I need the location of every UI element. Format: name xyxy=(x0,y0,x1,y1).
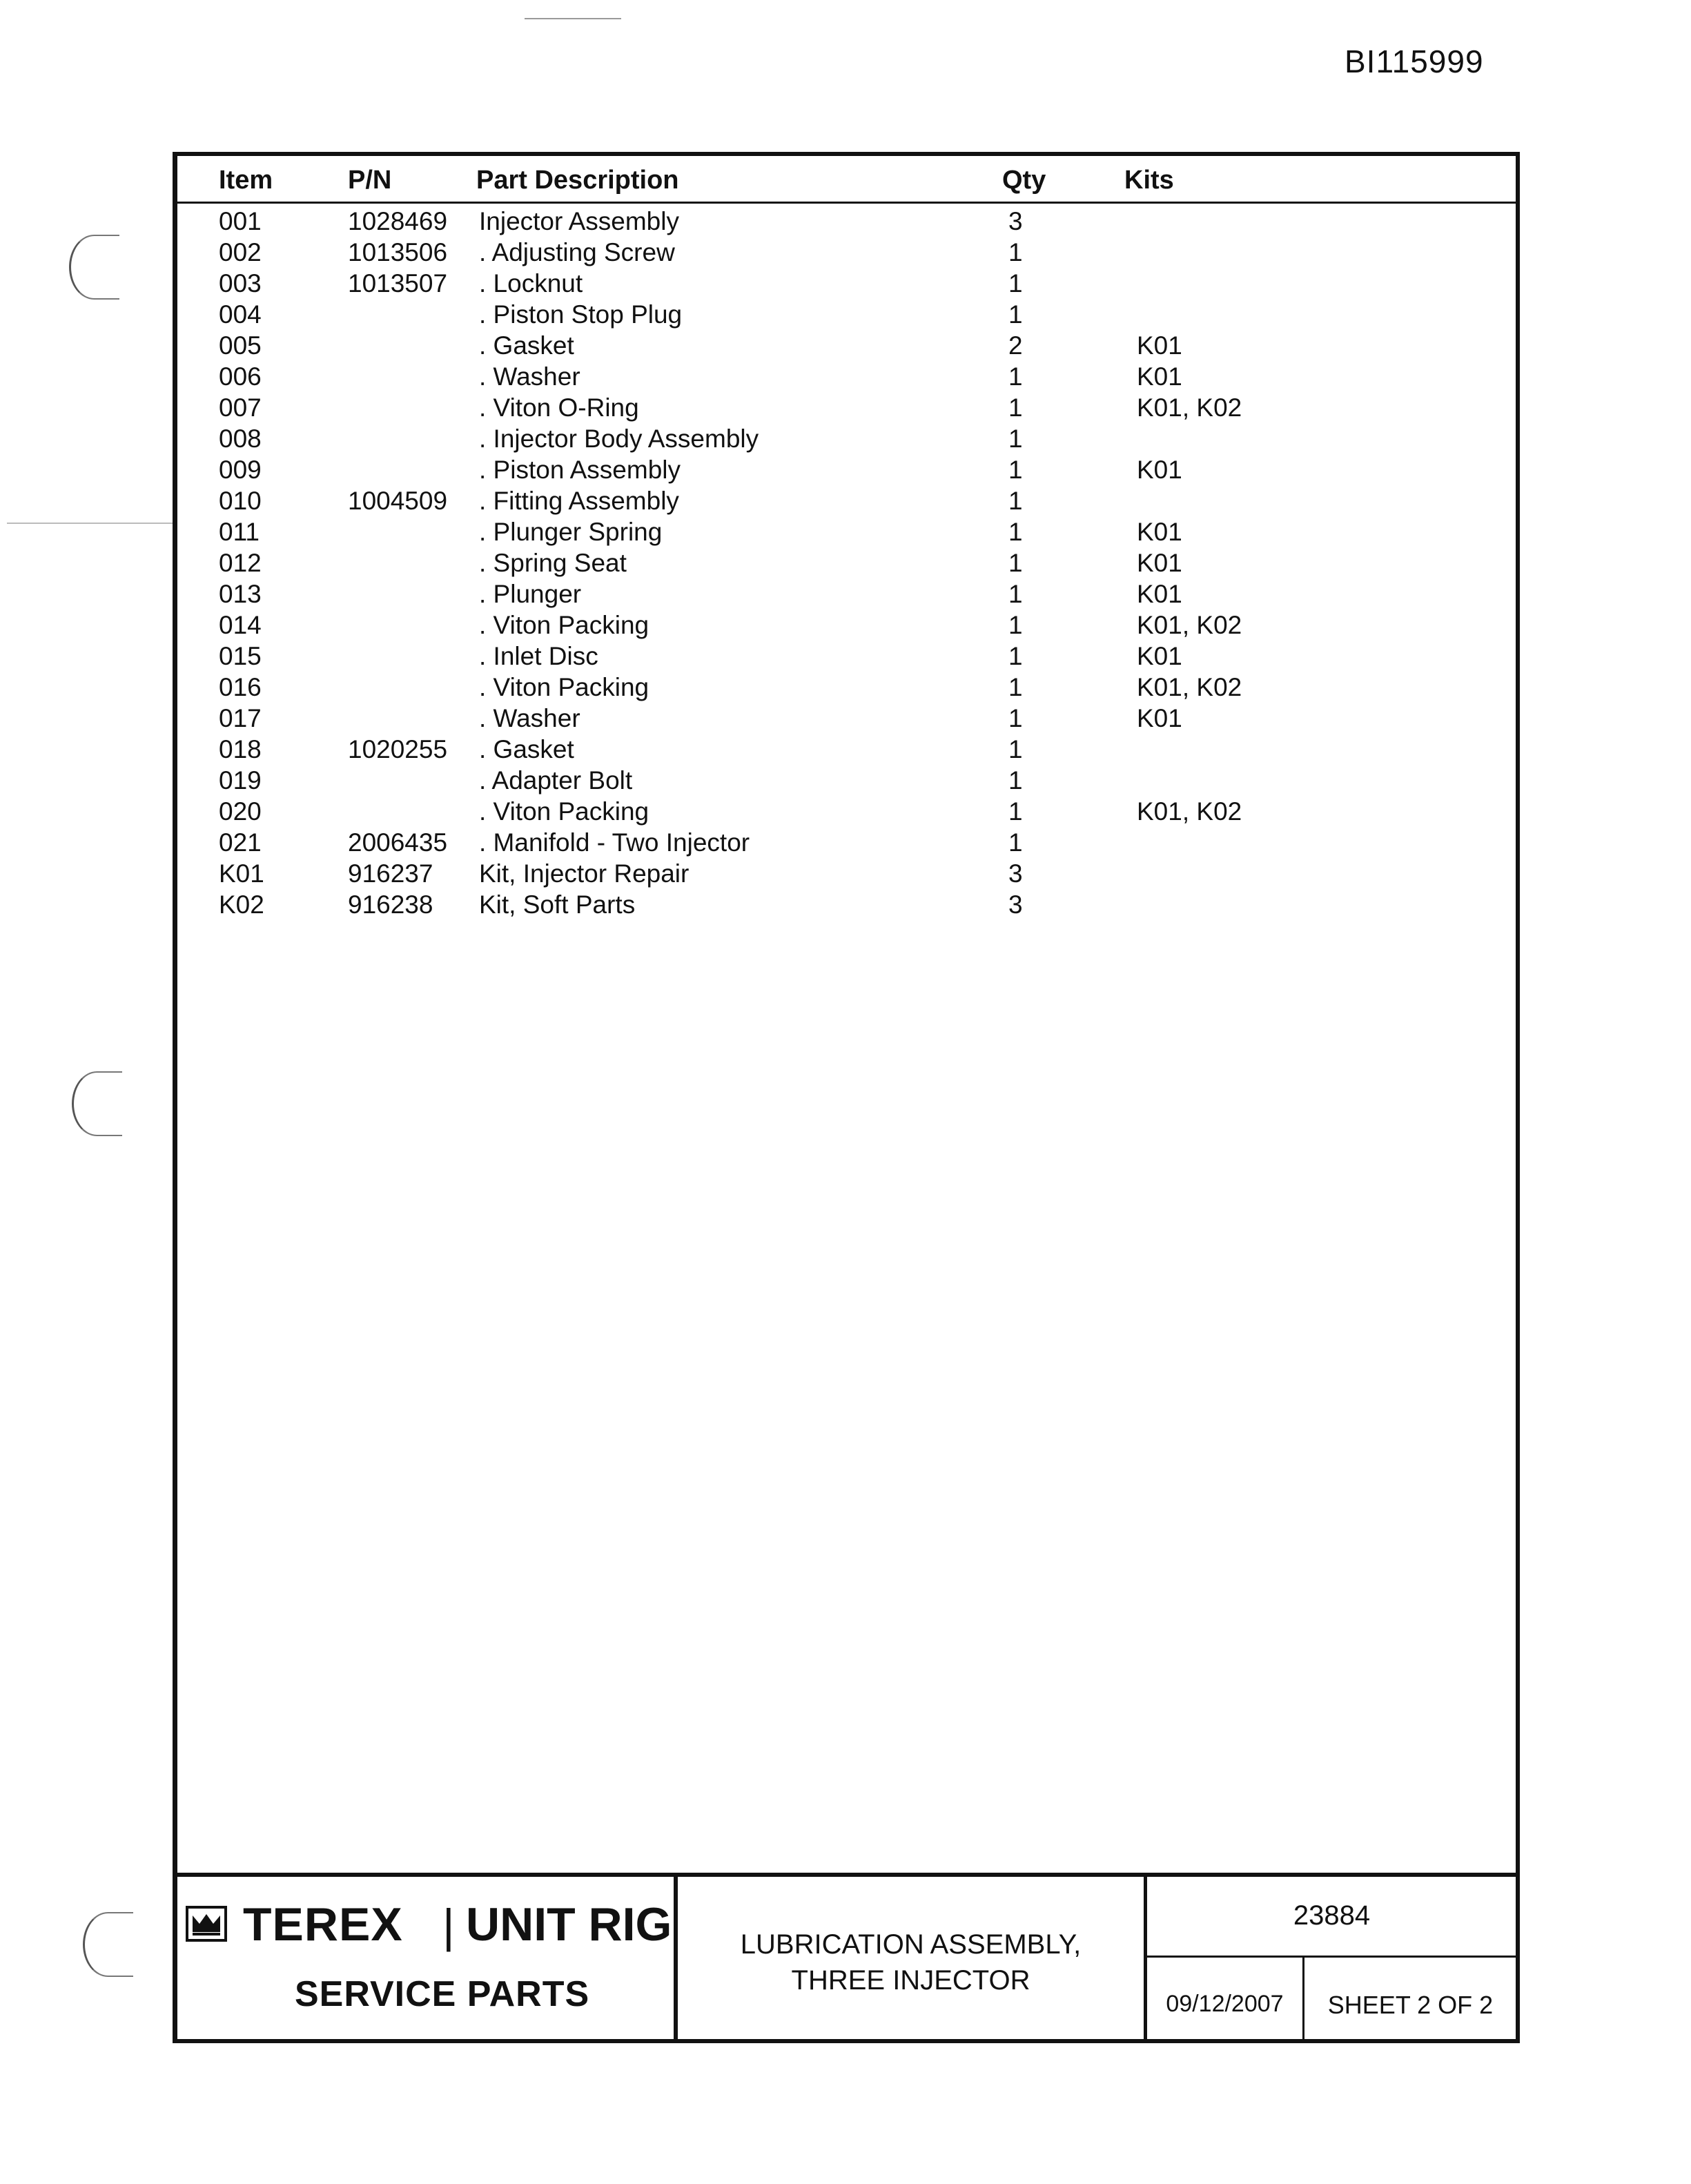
kits-cell: K01 xyxy=(1137,518,1182,546)
item-cell: 017 xyxy=(219,704,262,732)
table-row xyxy=(177,610,1516,641)
kits-cell: K01, K02 xyxy=(1137,611,1242,639)
qty-cell: 1 xyxy=(1008,735,1023,763)
item-cell: 009 xyxy=(219,456,262,484)
document-id: BI115999 xyxy=(1345,43,1484,79)
table-row xyxy=(177,703,1516,734)
table-row xyxy=(177,237,1516,268)
qty-cell: 3 xyxy=(1008,207,1023,235)
brand-cell xyxy=(177,1877,678,2043)
table-row xyxy=(177,423,1516,454)
punch-hole-top xyxy=(69,235,119,300)
description-cell: . Plunger xyxy=(479,580,582,608)
description-cell: Kit, Injector Repair xyxy=(479,859,690,888)
table-row xyxy=(177,516,1516,547)
description-cell: . Viton Packing xyxy=(479,611,649,639)
description-cell: . Adapter Bolt xyxy=(479,766,633,794)
description-cell: . Gasket xyxy=(479,735,574,763)
sheet-number: SHEET 2 OF 2 xyxy=(1327,1991,1494,2019)
header-qty: Qty xyxy=(1002,166,1046,195)
table-header xyxy=(177,156,1516,204)
table-row xyxy=(177,485,1516,516)
description-cell: . Piston Stop Plug xyxy=(479,300,683,329)
description-cell: . Manifold - Two Injector xyxy=(479,828,750,857)
table-row xyxy=(177,392,1516,423)
title-block xyxy=(177,1873,1516,2043)
description-cell: . Washer xyxy=(479,704,580,732)
description-cell: . Inlet Disc xyxy=(479,642,598,670)
qty-cell: 1 xyxy=(1008,393,1023,422)
kits-cell: K01 xyxy=(1137,362,1182,391)
brand-separator: | xyxy=(442,1900,455,1952)
punch-hole-middle xyxy=(72,1071,122,1136)
qty-cell: 1 xyxy=(1008,642,1023,670)
description-cell: . Gasket xyxy=(479,331,574,360)
kits-cell: K01 xyxy=(1137,642,1182,670)
table-row xyxy=(177,672,1516,703)
qty-cell: 3 xyxy=(1008,859,1023,888)
qty-cell: 1 xyxy=(1008,425,1023,453)
item-cell: 011 xyxy=(219,518,260,546)
table-row xyxy=(177,858,1516,889)
qty-cell: 1 xyxy=(1008,673,1023,701)
item-cell: 004 xyxy=(219,300,262,329)
table-row xyxy=(177,299,1516,330)
qty-cell: 1 xyxy=(1008,269,1023,298)
description-cell: . Fitting Assembly xyxy=(479,487,679,515)
service-parts-label: SERVICE PARTS xyxy=(295,1974,590,2014)
assembly-title-line1: LUBRICATION ASSEMBLY, xyxy=(740,1929,1082,1960)
table-row xyxy=(177,547,1516,578)
kits-cell: K01 xyxy=(1137,331,1182,360)
description-cell: . Piston Assembly xyxy=(479,456,681,484)
item-cell: 002 xyxy=(219,238,262,266)
kits-cell: K01 xyxy=(1137,456,1182,484)
item-cell: 013 xyxy=(219,580,262,608)
assembly-title-cell xyxy=(678,1877,1147,2043)
kits-cell: K01, K02 xyxy=(1137,393,1242,422)
description-cell: . Viton Packing xyxy=(479,673,649,701)
table-row xyxy=(177,206,1516,237)
description-cell: Injector Assembly xyxy=(479,207,679,235)
table-row xyxy=(177,578,1516,610)
table-row xyxy=(177,361,1516,392)
item-cell: 016 xyxy=(219,673,262,701)
part-number-cell: 2006435 xyxy=(348,828,448,857)
part-number-cell: 1013507 xyxy=(348,269,448,298)
kits-cell: K01 xyxy=(1137,580,1182,608)
description-cell: . Locknut xyxy=(479,269,583,298)
parts-table-body xyxy=(177,206,1516,920)
part-number-cell: 1028469 xyxy=(348,207,448,235)
item-cell: 005 xyxy=(219,331,262,360)
assembly-title xyxy=(678,1927,1144,1998)
qty-cell: 1 xyxy=(1008,549,1023,577)
qty-cell: 2 xyxy=(1008,331,1023,360)
item-cell: 010 xyxy=(219,487,262,515)
assembly-title-line2: THREE INJECTOR xyxy=(791,1965,1030,1996)
description-cell: . Plunger Spring xyxy=(479,518,663,546)
table-row xyxy=(177,796,1516,827)
drawing-number: 23884 xyxy=(1293,1900,1371,1931)
table-row xyxy=(177,765,1516,796)
qty-cell: 1 xyxy=(1008,797,1023,826)
qty-cell: 1 xyxy=(1008,704,1023,732)
description-cell: Kit, Soft Parts xyxy=(479,890,636,919)
punch-hole-bottom xyxy=(83,1912,133,1977)
part-number-cell: 916237 xyxy=(348,859,433,888)
item-cell: 021 xyxy=(219,828,262,857)
description-cell: . Viton O-Ring xyxy=(479,393,639,422)
item-cell: 012 xyxy=(219,549,262,577)
part-number-cell: 1020255 xyxy=(348,735,448,763)
brand-name: TEREX xyxy=(243,1898,403,1951)
item-cell: 019 xyxy=(219,766,262,794)
item-cell: 006 xyxy=(219,362,262,391)
item-cell: 008 xyxy=(219,425,262,453)
qty-cell: 1 xyxy=(1008,456,1023,484)
qty-cell: 1 xyxy=(1008,238,1023,266)
table-row xyxy=(177,734,1516,765)
part-number-cell: 1013506 xyxy=(348,238,448,266)
terex-crown-icon xyxy=(186,1906,227,1942)
description-cell: . Adjusting Screw xyxy=(479,238,675,266)
item-cell: 003 xyxy=(219,269,262,298)
table-row xyxy=(177,827,1516,858)
description-cell: . Spring Seat xyxy=(479,549,627,577)
table-row xyxy=(177,330,1516,361)
qty-cell: 1 xyxy=(1008,611,1023,639)
description-cell: . Injector Body Assembly xyxy=(479,425,759,453)
header-item: Item xyxy=(219,166,273,195)
brand-name-line2: UNIT RIG xyxy=(466,1898,672,1951)
scan-line-mid xyxy=(7,523,173,524)
table-row xyxy=(177,454,1516,485)
item-cell: K01 xyxy=(219,859,264,888)
date-cell xyxy=(1147,1958,1304,2043)
description-cell: . Washer xyxy=(479,362,580,391)
description-cell: . Viton Packing xyxy=(479,797,649,826)
item-cell: 018 xyxy=(219,735,262,763)
qty-cell: 1 xyxy=(1008,518,1023,546)
header-kits: Kits xyxy=(1124,166,1174,195)
qty-cell: 1 xyxy=(1008,828,1023,857)
kits-cell: K01, K02 xyxy=(1137,797,1242,826)
item-cell: 015 xyxy=(219,642,262,670)
kits-cell: K01, K02 xyxy=(1137,673,1242,701)
scan-line-top xyxy=(525,18,621,19)
item-cell: 007 xyxy=(219,393,262,422)
qty-cell: 1 xyxy=(1008,580,1023,608)
sheet-cell xyxy=(1304,1958,1516,2043)
drawing-number-cell xyxy=(1147,1877,1516,1958)
qty-cell: 3 xyxy=(1008,890,1023,919)
drawing-info-cell xyxy=(1147,1877,1516,2043)
table-row xyxy=(177,641,1516,672)
qty-cell: 1 xyxy=(1008,487,1023,515)
table-row xyxy=(177,268,1516,299)
table-row xyxy=(177,889,1516,920)
header-pn: P/N xyxy=(348,166,392,195)
qty-cell: 1 xyxy=(1008,766,1023,794)
item-cell: 020 xyxy=(219,797,262,826)
item-cell: K02 xyxy=(219,890,264,919)
item-cell: 001 xyxy=(219,207,262,235)
header-description: Part Description xyxy=(476,166,679,195)
drawing-date: 09/12/2007 xyxy=(1166,1991,1284,2017)
parts-list-frame xyxy=(173,152,1520,2043)
qty-cell: 1 xyxy=(1008,300,1023,329)
item-cell: 014 xyxy=(219,611,262,639)
kits-cell: K01 xyxy=(1137,704,1182,732)
part-number-cell: 916238 xyxy=(348,890,433,919)
part-number-cell: 1004509 xyxy=(348,487,448,515)
qty-cell: 1 xyxy=(1008,362,1023,391)
kits-cell: K01 xyxy=(1137,549,1182,577)
